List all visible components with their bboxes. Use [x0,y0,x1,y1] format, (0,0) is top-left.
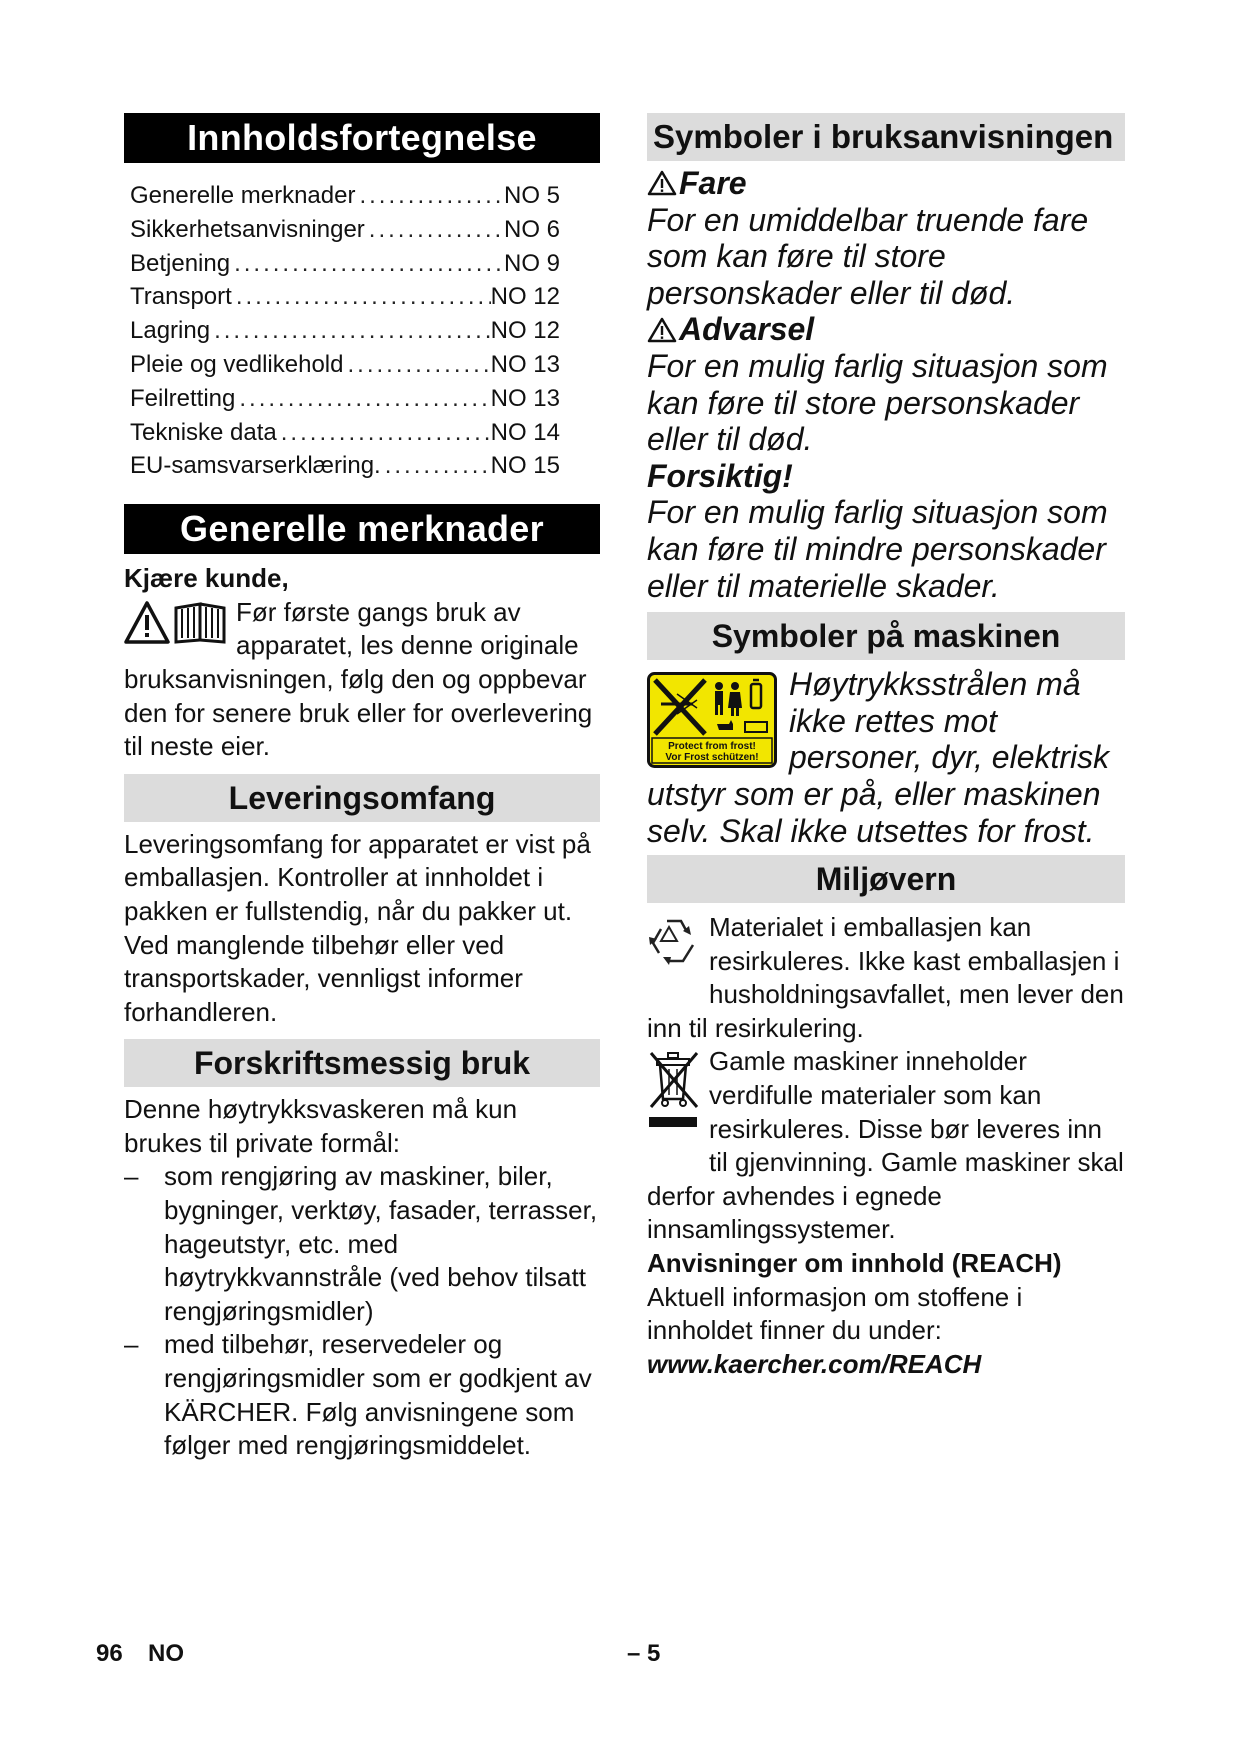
toc-entry-title: Feilretting [130,384,236,412]
toc-entry-title: Generelle merknader [130,182,356,209]
toc-leader-dots [343,348,490,382]
list-item-text: som rengjøring av maskiner, biler, bygninger, verktøy, fasader, terrasser, hageutstyr, etc. med høytrykkvannstråle (ved behov tilsatt rengjøringsmidler) [164,1161,598,1326]
crossed-bin-icon [647,1049,701,1154]
danger-text: For en umiddelbar truende fare som kan føre til store personskader eller til død. [647,201,1089,311]
warning-text: For en mulig farlig situasjon som kan føre til store personskader eller til død. [647,347,1108,458]
toc-entry-title: Lagring [130,317,211,345]
toc-leader-dots [232,280,491,314]
toc-entry[interactable] [130,449,560,483]
toc-entry-page: NO 13 [490,350,560,378]
toc-entry-title: Sikkerhetsanvisninger [130,215,365,243]
toc-entry-title: Betjening [130,249,231,277]
general-notes-heading: Generelle merknader [124,504,600,554]
proper-use-heading: Forskriftsmessig bruk [124,1039,600,1087]
list-item [124,1160,600,1328]
toc-leader-dots [277,416,491,450]
toc-entry-page: NO 12 [490,283,560,311]
toc-entry-page: NO 12 [490,317,560,345]
toc-leader-dots [210,314,491,348]
toc-entry[interactable] [130,247,560,281]
machine-symbols-heading: Symboler på maskinen [647,612,1125,660]
toc-entry-title: Transport [130,283,232,311]
proper-use-intro: Denne høytrykksvaskeren må kun brukes til private formål: [124,1094,518,1158]
delivery-text-2: Ved manglende tilbehør eller ved transportskader, vennligst informer forhandleren. [124,929,523,1027]
toc-entry[interactable] [130,280,560,314]
toc-entry[interactable] [130,179,560,213]
manual-symbols-heading: Symboler i bruksanvisningen [647,113,1125,161]
toc-heading: Innholdsfortegnelse [124,113,600,163]
footer-language: NO [148,1640,184,1667]
recycle-icon [647,915,701,980]
warning-manual-icon [124,600,228,655]
toc-entry-page: NO 5 [503,182,560,209]
toc-entry[interactable] [130,416,560,450]
toc-leader-dots [381,449,491,483]
toc-entry[interactable] [130,314,560,348]
toc-entry-title: EU-samsvarserklæring. [130,452,381,480]
machine-symbols-text: Høytrykksstrålen må ikke rettes mot personer, dyr, elektrisk utstyr som er på, eller maskinen selv. Skal ikke utsettes for frost. [647,666,1110,849]
caution-text: For en mulig farlig situasjon som kan føre til mindre personskader eller til materielle skader. [647,494,1108,604]
caution-block [647,458,1125,604]
delivery-heading: Leveringsomfang [124,774,600,822]
greeting: Kjære kunde, [124,563,289,594]
warning-label: Advarsel [679,311,815,348]
reach-heading: Anvisninger om innhold (REACH) [647,1248,1062,1279]
general-notes-text [124,596,600,764]
warning-triangle-icon [647,316,677,344]
machine-symbols-block [647,666,1125,849]
danger-block [647,165,1125,311]
toc-entry-page: NO 9 [503,249,560,277]
recycling-text-block [647,911,1125,1045]
list-dash: – [124,1161,139,1192]
pressure-jet-warning-label-icon [647,672,777,768]
toc-entry-page: NO 6 [503,215,560,243]
label-line-1: Protect from frost! [668,741,756,753]
footer-section-page: – 5 [627,1640,661,1667]
list-item [124,1328,600,1462]
toc-entry-page: NO 15 [490,452,560,480]
toc-leader-dots [365,213,504,247]
toc-leader-dots [355,179,504,213]
toc-leader-dots [230,247,504,281]
toc-entry-page: NO 14 [490,418,560,446]
reach-text: Aktuell informasjon om stoffene i innholdet finner du under: [647,1281,1023,1346]
warning-label-row [647,311,1125,348]
danger-label: Fare [679,165,747,201]
weee-text: Gamle maskiner inneholder verdifulle materialer som kan resirkuleres. Disse bør leveres inn til gjenvinning. Gamle maskiner skal derfor avhendes i egnede innsamlingssystemer. [647,1046,1124,1245]
toc-entry[interactable] [130,382,560,416]
toc-entry[interactable] [130,348,560,382]
toc-entry-title: Tekniske data [130,418,277,446]
list-dash: – [124,1329,139,1360]
toc-entry[interactable] [130,213,560,247]
left-column [124,113,600,1463]
toc-leader-dots [235,382,490,416]
delivery-text-1: Leveringsomfang for apparatet er vist på emballasjen. Kontroller at innholdet i pakken er fullstendig, når du pakker ut. [124,828,591,926]
proper-use-list [124,1160,600,1462]
warning-block [647,311,1125,457]
caution-label: Forsiktig! [647,457,793,494]
right-column [647,113,1125,1381]
danger-label-row [647,165,1125,202]
environment-heading: Miljøvern [647,855,1125,903]
weee-text-block [647,1045,1125,1247]
reach-link[interactable]: www.kaercher.com/REACH [647,1348,982,1379]
toc-entry-title: Pleie og vedlikehold [130,350,344,378]
list-item-text: med tilbehør, reservedeler og rengjøringsmidler som er godkjent av KÄRCHER. Følg anvisningene som følger med rengjøringsmiddelet. [164,1329,592,1461]
label-line-2: Vor Frost schützen! [665,752,759,764]
toc-entry-page: NO 13 [490,384,560,412]
danger-triangle-icon [647,169,677,197]
recycling-text: Materialet i emballasjen kan resirkuleres. Ikke kast emballasjen i husholdningsavfallet, men lever den inn til resirkulering. [647,912,1124,1043]
footer-page-number: 96 [96,1640,123,1667]
table-of-contents [124,179,600,483]
general-notes-body: Før første gangs bruk av apparatet, les denne originale bruksanvisningen, følg den og oppbevar den for senere bruk eller for overlevering til neste eier. [124,596,593,762]
